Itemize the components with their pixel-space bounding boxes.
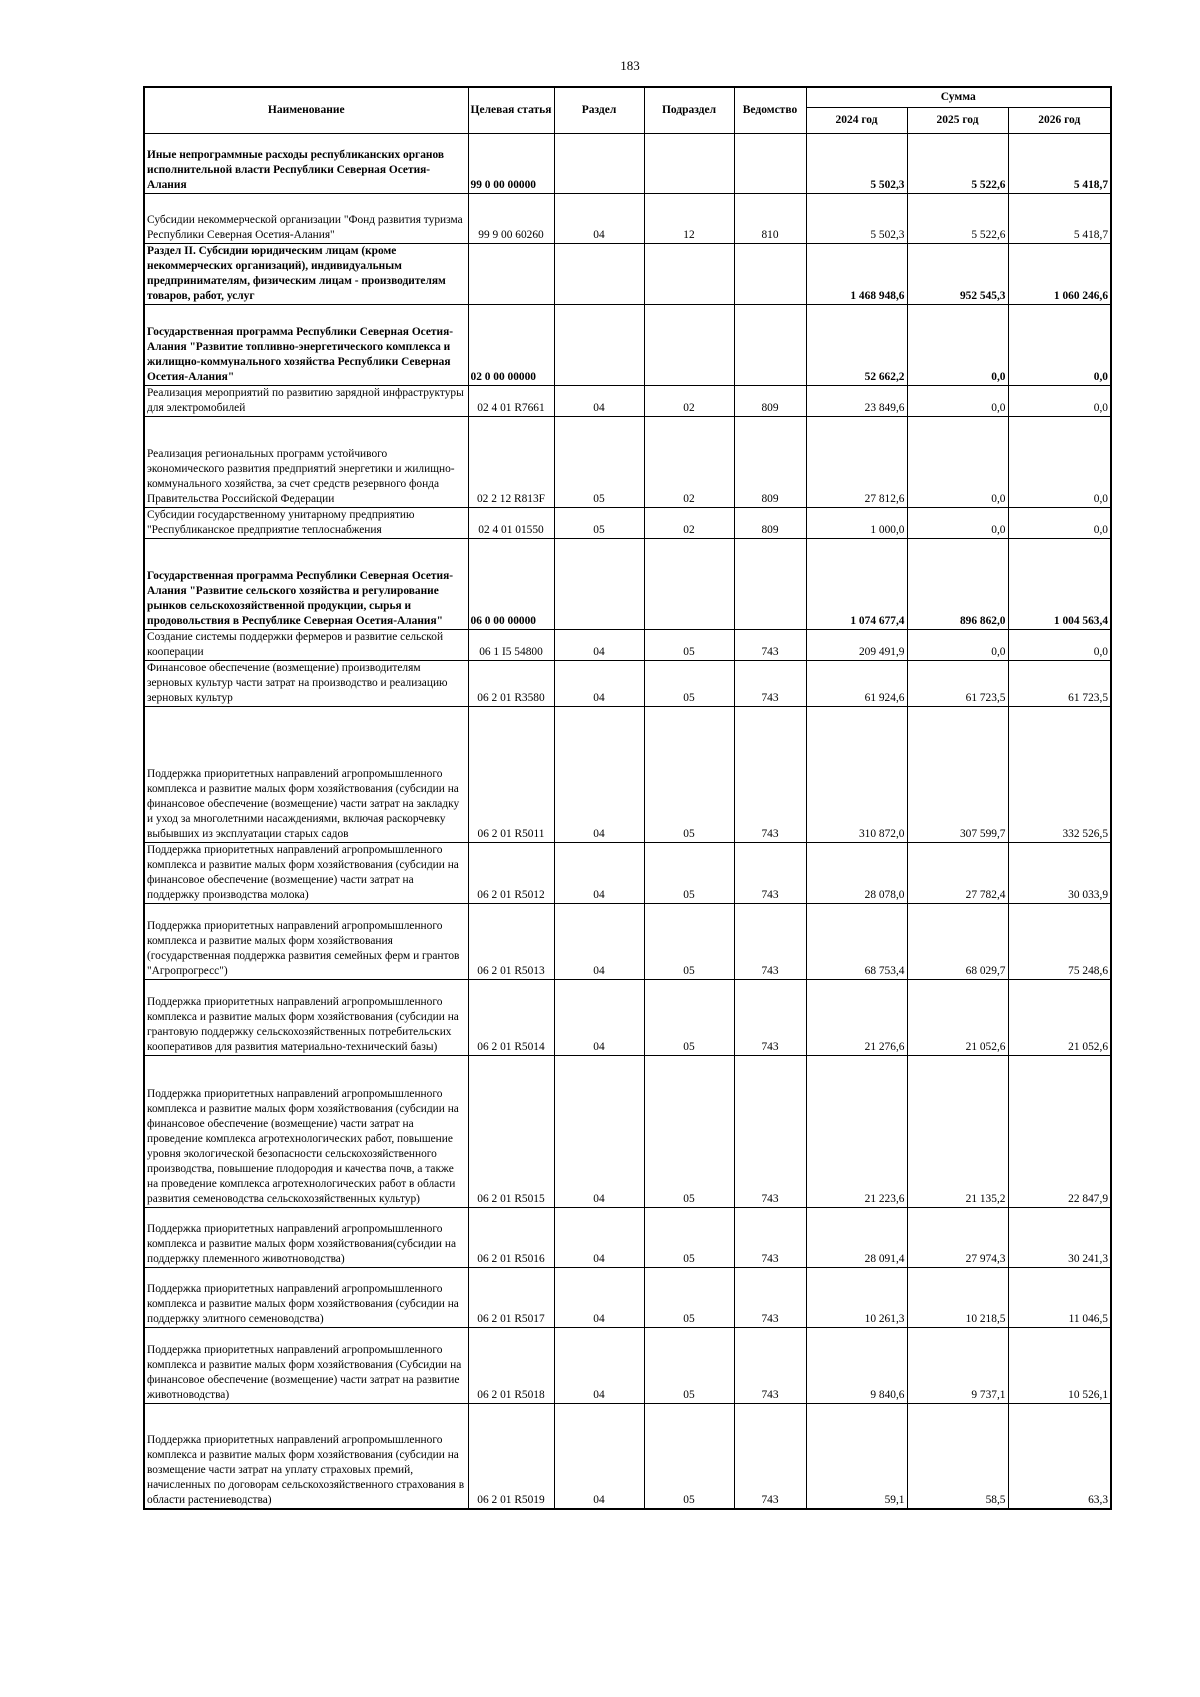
header-name: Наименование	[144, 87, 468, 133]
cell-amount-2026: 61 723,5	[1008, 660, 1111, 706]
cell-amount-2024: 1 468 948,6	[806, 243, 907, 304]
table-row	[144, 1403, 1111, 1509]
table-row	[144, 416, 1111, 507]
cell-amount-2026: 5 418,7	[1008, 193, 1111, 243]
cell-target: 06 2 01 R5014	[468, 979, 554, 1055]
header-section: Раздел	[554, 87, 644, 133]
cell-amount-2024: 27 812,6	[806, 416, 907, 507]
cell-amount-2024: 10 261,3	[806, 1267, 907, 1327]
cell-amount-2026: 0,0	[1008, 629, 1111, 660]
cell-department: 743	[734, 903, 806, 979]
page-number: 183	[620, 58, 640, 73]
table-row	[144, 193, 1111, 243]
cell-target	[468, 243, 554, 304]
cell-subsection: 02	[644, 416, 734, 507]
cell-department: 743	[734, 660, 806, 706]
cell-amount-2024: 5 502,3	[806, 193, 907, 243]
cell-amount-2026: 10 526,1	[1008, 1327, 1111, 1403]
cell-target: 06 2 01 R5016	[468, 1207, 554, 1267]
cell-department: 743	[734, 1207, 806, 1267]
cell-amount-2026: 1 004 563,4	[1008, 538, 1111, 629]
cell-department: 809	[734, 385, 806, 416]
cell-name: Финансовое обеспечение (возмещение) производителям зерновых культур части затрат на производство и реализацию зерновых культур	[144, 660, 468, 706]
cell-amount-2025: 0,0	[907, 304, 1008, 385]
table-row	[144, 1327, 1111, 1403]
cell-amount-2025: 58,5	[907, 1403, 1008, 1509]
cell-name: Субсидии государственному унитарному предприятию "Республиканское предприятие теплоснабжения	[144, 507, 468, 538]
cell-amount-2025: 10 218,5	[907, 1267, 1008, 1327]
cell-amount-2024: 68 753,4	[806, 903, 907, 979]
cell-name: Иные непрограммные расходы республиканских органов исполнительной власти Республики Северная Осетия-Алания	[144, 133, 468, 193]
table-row	[144, 903, 1111, 979]
cell-department	[734, 243, 806, 304]
cell-amount-2026: 0,0	[1008, 385, 1111, 416]
cell-department: 743	[734, 979, 806, 1055]
cell-target: 06 2 01 R3580	[468, 660, 554, 706]
cell-section: 05	[554, 507, 644, 538]
cell-name: Поддержка приоритетных направлений агропромышленного комплекса и развитие малых форм хозяйствования (субсидии на финансовое обеспечение (возмещение) части затрат на проведение комплекса агротехнологических работ, повышение уровня экологической безопасности сельскохозяйственного производства, повышение плодородия и качества почв, а также на проведение комплекса агротехнологических работ в области развития семеноводства сельскохозяйственных культур)	[144, 1055, 468, 1207]
cell-section: 04	[554, 1327, 644, 1403]
cell-amount-2024: 23 849,6	[806, 385, 907, 416]
cell-name: Поддержка приоритетных направлений агропромышленного комплекса и развитие малых форм хозяйствования(субсидии на поддержку племенного животноводства)	[144, 1207, 468, 1267]
cell-target: 99 9 00 60260	[468, 193, 554, 243]
cell-subsection: 05	[644, 706, 734, 842]
cell-amount-2025: 9 737,1	[907, 1327, 1008, 1403]
cell-name: Реализация региональных программ устойчивого экономического развития предприятий энергетики и жилищно-коммунального хозяйства, за счет средств резервного фонда Правительства Российской Федерации	[144, 416, 468, 507]
cell-amount-2026: 63,3	[1008, 1403, 1111, 1509]
cell-target: 02 4 01 01550	[468, 507, 554, 538]
cell-amount-2026: 332 526,5	[1008, 706, 1111, 842]
cell-target: 02 0 00 00000	[468, 304, 554, 385]
cell-target: 06 2 01 R5015	[468, 1055, 554, 1207]
cell-amount-2025: 952 545,3	[907, 243, 1008, 304]
cell-target: 06 2 01 R5013	[468, 903, 554, 979]
cell-amount-2024: 1 000,0	[806, 507, 907, 538]
cell-target: 06 2 01 R5017	[468, 1267, 554, 1327]
cell-section	[554, 133, 644, 193]
cell-amount-2025: 61 723,5	[907, 660, 1008, 706]
table-body	[144, 133, 1111, 1509]
cell-section: 04	[554, 660, 644, 706]
cell-amount-2024: 52 662,2	[806, 304, 907, 385]
cell-department: 743	[734, 1403, 806, 1509]
cell-department: 743	[734, 629, 806, 660]
cell-amount-2025: 307 599,7	[907, 706, 1008, 842]
cell-subsection: 05	[644, 1207, 734, 1267]
cell-amount-2025: 896 862,0	[907, 538, 1008, 629]
cell-subsection: 05	[644, 979, 734, 1055]
cell-subsection: 05	[644, 1055, 734, 1207]
table-row	[144, 538, 1111, 629]
header-subsection: Подраздел	[644, 87, 734, 133]
cell-department: 743	[734, 706, 806, 842]
cell-section: 04	[554, 1403, 644, 1509]
cell-amount-2026: 22 847,9	[1008, 1055, 1111, 1207]
cell-name: Субсидии некоммерческой организации "Фонд развития туризма Республики Северная Осетия-Алания"	[144, 193, 468, 243]
cell-amount-2026: 75 248,6	[1008, 903, 1111, 979]
cell-section: 05	[554, 416, 644, 507]
cell-subsection: 05	[644, 1403, 734, 1509]
table-row	[144, 1055, 1111, 1207]
table-row	[144, 629, 1111, 660]
table-row	[144, 1267, 1111, 1327]
cell-amount-2026: 1 060 246,6	[1008, 243, 1111, 304]
cell-target: 02 4 01 R7661	[468, 385, 554, 416]
cell-section: 04	[554, 1267, 644, 1327]
cell-section: 04	[554, 706, 644, 842]
cell-amount-2025: 5 522,6	[907, 193, 1008, 243]
cell-name: Создание системы поддержки фермеров и развитие сельской кооперации	[144, 629, 468, 660]
table-row	[144, 979, 1111, 1055]
cell-amount-2026: 30 241,3	[1008, 1207, 1111, 1267]
cell-target: 06 2 01 R5012	[468, 842, 554, 903]
cell-section: 04	[554, 979, 644, 1055]
cell-section: 04	[554, 385, 644, 416]
header-target: Целевая статья	[468, 87, 554, 133]
cell-name: Реализация мероприятий по развитию зарядной инфраструктуры для электромобилей	[144, 385, 468, 416]
header-year-2026: 2026 год	[1008, 107, 1111, 133]
cell-amount-2024: 310 872,0	[806, 706, 907, 842]
cell-subsection: 12	[644, 193, 734, 243]
cell-subsection: 05	[644, 660, 734, 706]
cell-amount-2024: 5 502,3	[806, 133, 907, 193]
cell-target: 06 1 I5 54800	[468, 629, 554, 660]
header-year-2025: 2025 год	[907, 107, 1008, 133]
header-sum: Сумма	[806, 87, 1111, 107]
table-row	[144, 385, 1111, 416]
cell-target: 06 2 01 R5019	[468, 1403, 554, 1509]
table-row	[144, 706, 1111, 842]
table-row	[144, 243, 1111, 304]
cell-amount-2024: 1 074 677,4	[806, 538, 907, 629]
cell-name: Поддержка приоритетных направлений агропромышленного комплекса и развитие малых форм хозяйствования (Субсидии на финансовое обеспечение (возмещение) части затрат на развитие животноводства)	[144, 1327, 468, 1403]
cell-section: 04	[554, 629, 644, 660]
cell-amount-2024: 21 276,6	[806, 979, 907, 1055]
cell-amount-2024: 61 924,6	[806, 660, 907, 706]
cell-section: 04	[554, 1055, 644, 1207]
table-row	[144, 842, 1111, 903]
cell-amount-2024: 209 491,9	[806, 629, 907, 660]
cell-amount-2025: 27 782,4	[907, 842, 1008, 903]
cell-name: Поддержка приоритетных направлений агропромышленного комплекса и развитие малых форм хозяйствования (субсидии на финансовое обеспечение (возмещение) части затрат на поддержку производства молока)	[144, 842, 468, 903]
cell-name: Поддержка приоритетных направлений агропромышленного комплекса и развитие малых форм хозяйствования (государственная поддержка развития семейных ферм и грантов "Агропрогресс")	[144, 903, 468, 979]
cell-subsection: 05	[644, 1267, 734, 1327]
cell-section: 04	[554, 193, 644, 243]
cell-amount-2026: 5 418,7	[1008, 133, 1111, 193]
cell-department: 810	[734, 193, 806, 243]
cell-subsection: 02	[644, 507, 734, 538]
cell-amount-2025: 0,0	[907, 507, 1008, 538]
cell-name: Государственная программа Республики Северная Осетия-Алания "Развитие топливно-энергетического комплекса и жилищно-коммунального хозяйства Республики Северная Осетия-Алания"	[144, 304, 468, 385]
cell-amount-2024: 28 078,0	[806, 842, 907, 903]
cell-amount-2024: 28 091,4	[806, 1207, 907, 1267]
cell-department	[734, 304, 806, 385]
cell-subsection	[644, 243, 734, 304]
cell-section: 04	[554, 1207, 644, 1267]
cell-department: 743	[734, 1267, 806, 1327]
cell-department: 743	[734, 1055, 806, 1207]
cell-name: Поддержка приоритетных направлений агропромышленного комплекса и развитие малых форм хозяйствования (субсидии на поддержку элитного семеноводства)	[144, 1267, 468, 1327]
table-row	[144, 507, 1111, 538]
cell-subsection	[644, 133, 734, 193]
cell-subsection: 05	[644, 842, 734, 903]
cell-department	[734, 538, 806, 629]
cell-department: 809	[734, 416, 806, 507]
cell-section: 04	[554, 842, 644, 903]
cell-amount-2026: 0,0	[1008, 416, 1111, 507]
cell-amount-2025: 21 052,6	[907, 979, 1008, 1055]
cell-amount-2024: 21 223,6	[806, 1055, 907, 1207]
cell-section	[554, 304, 644, 385]
cell-target: 06 2 01 R5018	[468, 1327, 554, 1403]
cell-subsection: 05	[644, 903, 734, 979]
header-department: Ведомство	[734, 87, 806, 133]
cell-amount-2026: 0,0	[1008, 507, 1111, 538]
cell-amount-2026: 21 052,6	[1008, 979, 1111, 1055]
cell-department: 743	[734, 1327, 806, 1403]
cell-target: 99 0 00 00000	[468, 133, 554, 193]
table-row	[144, 304, 1111, 385]
cell-name: Поддержка приоритетных направлений агропромышленного комплекса и развитие малых форм хозяйствования (субсидии на возмещение части затрат на уплату страховых премий, начисленных по договорам сельскохозяйственного страхования в области растениеводства)	[144, 1403, 468, 1509]
cell-department: 743	[734, 842, 806, 903]
cell-section	[554, 243, 644, 304]
budget-table	[143, 86, 1112, 1510]
cell-subsection: 05	[644, 1327, 734, 1403]
cell-name: Поддержка приоритетных направлений агропромышленного комплекса и развитие малых форм хозяйствования (субсидии на финансовое обеспечение (возмещение) части затрат на закладку и уход за многолетними насаждениями, включая раскорчевку выбывших из эксплуатации старых садов	[144, 706, 468, 842]
cell-name: Раздел II. Субсидии юридическим лицам (кроме некоммерческих организаций), индивидуальным предпринимателям, физическим лицам - производителям товаров, работ, услуг	[144, 243, 468, 304]
cell-section: 04	[554, 903, 644, 979]
cell-amount-2025: 27 974,3	[907, 1207, 1008, 1267]
cell-amount-2025: 0,0	[907, 629, 1008, 660]
cell-department	[734, 133, 806, 193]
cell-name: Государственная программа Республики Северная Осетия-Алания "Развитие сельского хозяйства и регулирование рынков сельскохозяйственной продукции, сырья и продовольствия в Республике Северная Осетия-Алания"	[144, 538, 468, 629]
cell-amount-2025: 0,0	[907, 385, 1008, 416]
cell-amount-2026: 30 033,9	[1008, 842, 1111, 903]
cell-amount-2025: 0,0	[907, 416, 1008, 507]
table-row	[144, 1207, 1111, 1267]
cell-target: 06 2 01 R5011	[468, 706, 554, 842]
header-year-2024: 2024 год	[806, 107, 907, 133]
cell-subsection: 02	[644, 385, 734, 416]
cell-name: Поддержка приоритетных направлений агропромышленного комплекса и развитие малых форм хозяйствования (субсидии на грантовую поддержку сельскохозяйственных потребительских кооперативов для развития материально-технический базы)	[144, 979, 468, 1055]
cell-amount-2025: 68 029,7	[907, 903, 1008, 979]
cell-amount-2025: 5 522,6	[907, 133, 1008, 193]
table-row	[144, 660, 1111, 706]
table-row	[144, 133, 1111, 193]
cell-subsection: 05	[644, 629, 734, 660]
cell-amount-2026: 11 046,5	[1008, 1267, 1111, 1327]
cell-target: 06 0 00 00000	[468, 538, 554, 629]
cell-amount-2026: 0,0	[1008, 304, 1111, 385]
cell-subsection	[644, 538, 734, 629]
cell-amount-2024: 59,1	[806, 1403, 907, 1509]
cell-target: 02 2 12 R813F	[468, 416, 554, 507]
cell-department: 809	[734, 507, 806, 538]
cell-subsection	[644, 304, 734, 385]
cell-section	[554, 538, 644, 629]
cell-amount-2025: 21 135,2	[907, 1055, 1008, 1207]
cell-amount-2024: 9 840,6	[806, 1327, 907, 1403]
